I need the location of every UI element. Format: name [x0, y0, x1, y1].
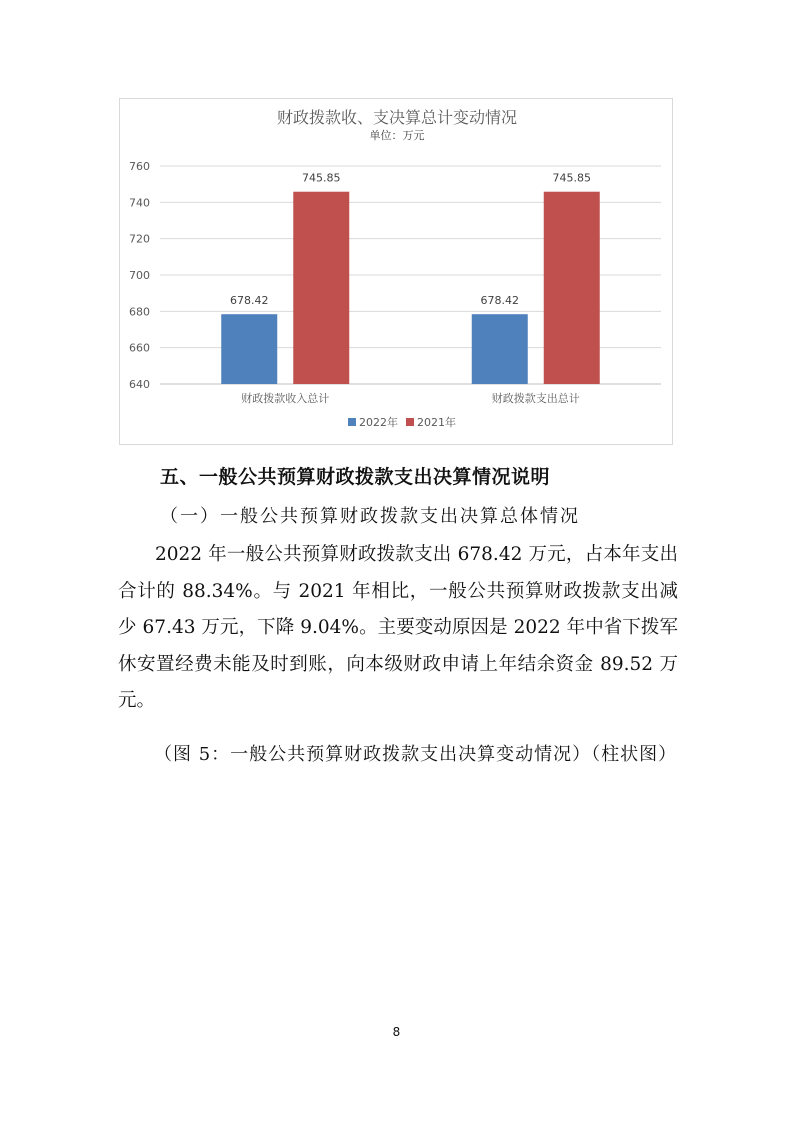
- data-label: 745.85: [302, 171, 341, 185]
- x-tick-label: 财政拨款收入总计: [241, 392, 330, 405]
- bar: [544, 192, 600, 384]
- bars: [221, 192, 600, 384]
- figure-caption: （图 5：一般公共预算财政拨款支出决算变动情况）（柱状图）: [154, 744, 678, 765]
- section-subheading: （一）一般公共预算财政拨款支出决算总体情况: [160, 506, 580, 527]
- y-axis-ticks: [129, 160, 150, 391]
- legend-swatch: [348, 418, 356, 426]
- legend: [348, 415, 456, 429]
- chart-container: [119, 98, 673, 445]
- legend-swatch: [406, 418, 414, 426]
- data-label: 678.42: [480, 294, 519, 308]
- y-tick-label: 760: [129, 160, 150, 173]
- legend-label: 2021年: [417, 416, 456, 429]
- data-label: 745.85: [552, 171, 591, 185]
- bar: [293, 192, 349, 384]
- y-tick-label: 660: [129, 341, 150, 355]
- page-number: 8: [392, 1025, 401, 1039]
- section-heading: 五、一般公共预算财政拨款支出决算情况说明: [160, 466, 551, 488]
- legend-label: 2022年: [359, 416, 398, 429]
- y-tick-label: 740: [129, 196, 150, 210]
- x-tick-label: 财政拨款支出总计: [491, 392, 580, 405]
- y-tick-label: 720: [129, 232, 150, 246]
- y-tick-label: 640: [129, 378, 150, 391]
- body-paragraph: 2022 年一般公共预算财政拨款支出 678.42 万元，占本年支出合计的 88.34%。与 2021 年相比，一般公共预算财政拨款支出减少 67.43 万元，下降 9.04%。主要变动原因是 2022 年中省下拨军休安置经费未能及时到账，向本级财政申请上年结余资金 89.52 万元。: [118, 544, 678, 711]
- bar: [221, 314, 277, 384]
- bar: [472, 314, 528, 384]
- chart-title: 财政拨款收、支决算总计变动情况: [276, 108, 518, 127]
- bar-chart: [120, 99, 674, 446]
- data-labels: [230, 172, 591, 307]
- data-label: 678.42: [230, 294, 269, 308]
- y-tick-label: 700: [129, 269, 150, 282]
- x-axis-labels: [241, 391, 580, 405]
- chart-subtitle: 单位：万元: [369, 129, 425, 142]
- y-tick-label: 680: [129, 305, 150, 319]
